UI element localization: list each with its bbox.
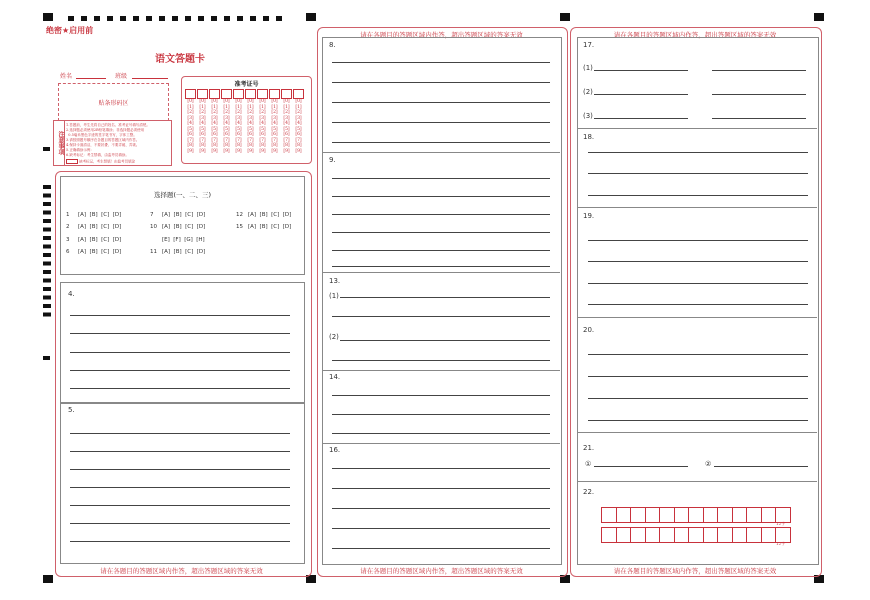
q13-part1: (1) <box>329 292 339 300</box>
col2-inner <box>322 37 562 565</box>
q8-number: 8. <box>329 41 336 49</box>
answer-line[interactable] <box>332 508 550 509</box>
digit-col <box>209 89 220 154</box>
answer-line[interactable] <box>588 420 808 421</box>
side-mark <box>43 147 50 151</box>
answer-line[interactable] <box>594 466 688 467</box>
q19-number: 19. <box>583 212 595 220</box>
mc-item-options[interactable]: [E] [F] [G] [H] <box>162 237 205 243</box>
answer-line[interactable] <box>594 94 688 95</box>
digit-options[interactable]: [0] [1] [2] [3] [4] [5] [6] [7] [8] [9] <box>247 99 254 154</box>
class-line <box>132 78 168 79</box>
answer-line[interactable] <box>70 388 290 389</box>
answer-line[interactable] <box>332 468 550 469</box>
absent-mark <box>66 159 135 165</box>
exam-id-label: 准考证号 <box>234 81 259 88</box>
barcode-area <box>58 83 169 121</box>
answer-line[interactable] <box>712 70 806 71</box>
mc-item-options[interactable]: [A] [B] [C] [D] <box>162 224 206 230</box>
digit-options[interactable]: [0] [1] [2] [3] [4] [5] [6] [7] [8] [9] <box>271 99 278 154</box>
q13-number: 13. <box>329 277 341 285</box>
answer-line[interactable] <box>332 178 550 179</box>
warning-footer-1: 请在各题目的答题区域内作答，超出答题区域的答案无效 <box>100 567 263 575</box>
digit-options[interactable]: [0] [1] [2] [3] [4] [5] [6] [7] [8] [9] <box>295 99 302 154</box>
answer-line[interactable] <box>332 62 550 63</box>
answer-line[interactable] <box>70 315 290 316</box>
mc-item[interactable] <box>236 212 291 218</box>
answer-line[interactable] <box>70 469 290 470</box>
answer-line[interactable] <box>332 142 550 143</box>
answer-line[interactable] <box>332 250 550 251</box>
digit-col <box>245 89 256 154</box>
notes-lines: 1.答题前，考生先将自己的姓名、准考证号填写清楚。 2.选择题必须使用2B铅笔填涂；非选择题必须使用 0.5毫米黑色字迹的签字笔书写，字体工整。 3.请按照题号顺序在各题目的答题区域内作答。 4.保持卡面清洁，不要折叠、不要弄破、弄皱。 5.正确填涂示例： 6.缺考标记：考生禁填，由监考员填涂。 <box>66 123 150 157</box>
answer-line[interactable] <box>712 94 806 95</box>
answer-line[interactable] <box>340 297 550 298</box>
name-label: 姓名 <box>60 73 73 80</box>
secret-label: 绝密★启用前 <box>46 26 94 35</box>
answer-line[interactable] <box>70 505 290 506</box>
q4-number: 4. <box>68 290 75 298</box>
answer-line[interactable] <box>588 354 808 355</box>
q17-part1: (1) <box>583 64 593 72</box>
composition-grid-row[interactable] <box>602 527 791 543</box>
divider <box>322 370 560 371</box>
digit-col <box>185 89 196 154</box>
exam-id-box <box>181 76 312 164</box>
mc-item-number: 12 <box>236 212 243 218</box>
answer-line[interactable] <box>712 118 806 119</box>
answer-line[interactable] <box>588 283 808 284</box>
answer-line[interactable] <box>340 340 550 341</box>
mc-item[interactable] <box>66 224 121 230</box>
digit-col <box>197 89 208 154</box>
digit-col <box>221 89 232 154</box>
mc-item-options[interactable]: [A] [B] [C] [D] <box>78 249 122 255</box>
mc-item[interactable] <box>150 224 205 230</box>
q13-part2: (2) <box>329 333 339 341</box>
barcode-label: 贴条形码区 <box>98 100 129 107</box>
mc-item[interactable] <box>236 224 291 230</box>
mc-item[interactable] <box>150 212 205 218</box>
name-line <box>76 78 106 79</box>
mc-item[interactable] <box>66 212 121 218</box>
warning-header-3: 请在各题目的答题区域内作答，超出答题区域的答案无效 <box>613 31 777 39</box>
q5-number: 5. <box>68 406 75 414</box>
answer-line[interactable] <box>332 548 550 549</box>
page-title: 语文答题卡 <box>155 54 205 65</box>
warning-footer-2: 请在各题目的答题区域内作答，超出答题区域的答案无效 <box>360 567 523 575</box>
answer-line[interactable] <box>70 433 290 434</box>
digit-options[interactable]: [0] [1] [2] [3] [4] [5] [6] [7] [8] [9] <box>199 99 206 154</box>
digit-options[interactable]: [0] [1] [2] [3] [4] [5] [6] [7] [8] [9] <box>187 99 194 154</box>
q20-number: 20. <box>583 326 595 334</box>
answer-line[interactable] <box>70 487 290 488</box>
mc-item-number: 10 <box>150 224 157 230</box>
mc-item-number: 2 <box>66 224 70 230</box>
divider <box>577 207 817 208</box>
divider <box>322 152 560 153</box>
grid-count-2: 12字 <box>776 541 786 546</box>
q18-number: 18. <box>583 133 595 141</box>
answer-line[interactable] <box>594 118 688 119</box>
answer-line[interactable] <box>594 70 688 71</box>
answer-line[interactable] <box>332 488 550 489</box>
class-label: 班级 <box>115 73 128 80</box>
warning-header-2: 请在各题目的答题区域内作答，超出答题区域的答案无效 <box>360 31 523 39</box>
digit-col <box>269 89 280 154</box>
corner-mark <box>814 13 824 21</box>
q22-number: 22. <box>583 488 595 496</box>
answer-line[interactable] <box>588 173 808 174</box>
answer-line[interactable] <box>588 195 808 196</box>
digit-col <box>233 89 244 154</box>
timing-marks-top <box>68 16 288 21</box>
answer-line[interactable] <box>588 152 808 153</box>
mc-item[interactable] <box>150 249 205 255</box>
digit-col <box>293 89 304 154</box>
exam-id-grid <box>182 89 311 154</box>
answer-line[interactable] <box>332 214 550 215</box>
side-mark <box>43 356 50 360</box>
answer-line[interactable] <box>332 433 550 434</box>
digit-options[interactable]: [0] [1] [2] [3] [4] [5] [6] [7] [8] [9] <box>223 99 230 154</box>
answer-line[interactable] <box>332 316 550 317</box>
answer-line[interactable] <box>588 304 808 305</box>
q21-part1: ① <box>585 460 592 468</box>
q5-box <box>60 402 305 564</box>
answer-line[interactable] <box>70 451 290 452</box>
q21-part2: ② <box>705 460 712 468</box>
answer-line[interactable] <box>70 541 290 542</box>
mc-title: 选择题(一、二、三) <box>153 191 212 199</box>
digit-options[interactable]: [0] [1] [2] [3] [4] [5] [6] [7] [8] [9] <box>211 99 218 154</box>
mc-item-number: 3 <box>66 237 70 243</box>
answer-line[interactable] <box>714 466 808 467</box>
timing-marks-left <box>43 185 51 320</box>
q17-part3: (3) <box>583 112 593 120</box>
absent-box <box>66 159 78 164</box>
digit-col <box>281 89 292 154</box>
q21-number: 21. <box>583 444 595 452</box>
q14-number: 14. <box>329 373 341 381</box>
answer-line[interactable] <box>70 370 290 371</box>
answer-line[interactable] <box>332 102 550 103</box>
digit-options[interactable]: [0] [1] [2] [3] [4] [5] [6] [7] [8] [9] <box>259 99 266 154</box>
notes-box <box>53 120 172 166</box>
notes-title: 注意事项 <box>54 121 65 165</box>
warning-footer-3: 请在各题目的答题区域内作答，超出答题区域的答案无效 <box>613 567 777 575</box>
mc-item-number: 15 <box>236 224 243 230</box>
digit-options[interactable]: [0] [1] [2] [3] [4] [5] [6] [7] [8] [9] <box>283 99 290 154</box>
absent-label: 缺考标记，考生禁填！由监考员填涂 <box>79 159 136 163</box>
mc-item-options[interactable]: [A] [B] [C] [D] <box>162 212 206 218</box>
mc-item-options[interactable]: [A] [B] [C] [D] <box>162 249 206 255</box>
answer-line[interactable] <box>70 352 290 353</box>
mc-item[interactable] <box>150 237 205 243</box>
grid-count-1: 12字 <box>776 521 786 526</box>
answer-line[interactable] <box>332 232 550 233</box>
answer-line[interactable] <box>332 122 550 123</box>
mc-item-options[interactable]: [A] [B] [C] [D] <box>78 237 122 243</box>
answer-line[interactable] <box>70 523 290 524</box>
answer-line[interactable] <box>332 196 550 197</box>
mc-item-number: 7 <box>150 212 154 218</box>
q17-number: 17. <box>583 41 595 49</box>
corner-mark <box>43 13 53 21</box>
answer-line[interactable] <box>70 333 290 334</box>
q17-part2: (2) <box>583 88 593 96</box>
answer-line[interactable] <box>332 395 550 396</box>
mc-item-options[interactable]: [A] [B] [C] [D] <box>248 224 292 230</box>
corner-mark <box>306 13 316 21</box>
mc-item-number: 11 <box>150 249 157 255</box>
mc-item[interactable] <box>66 249 121 255</box>
mc-item-options[interactable]: [A] [B] [C] [D] <box>78 212 122 218</box>
divider <box>577 481 817 482</box>
answer-line[interactable] <box>588 261 808 262</box>
mc-item-options[interactable]: [A] [B] [C] [D] <box>78 224 122 230</box>
q9-number: 9. <box>329 156 336 164</box>
divider <box>577 317 817 318</box>
answer-line[interactable] <box>588 398 808 399</box>
answer-line[interactable] <box>588 240 808 241</box>
mc-item-number: 1 <box>66 212 70 218</box>
answer-line[interactable] <box>332 360 550 361</box>
divider <box>322 443 560 444</box>
q16-number: 16. <box>329 446 341 454</box>
answer-line[interactable] <box>332 266 550 267</box>
digit-col <box>257 89 268 154</box>
answer-line[interactable] <box>332 528 550 529</box>
mc-item-options[interactable]: [A] [B] [C] [D] <box>248 212 292 218</box>
answer-line[interactable] <box>332 414 550 415</box>
col3-inner <box>577 37 819 565</box>
q4-box <box>60 282 305 404</box>
digit-options[interactable]: [0] [1] [2] [3] [4] [5] [6] [7] [8] [9] <box>235 99 242 154</box>
divider <box>577 432 817 433</box>
corner-mark <box>43 575 53 583</box>
mc-item[interactable] <box>66 237 121 243</box>
composition-grid-row[interactable] <box>602 507 791 523</box>
corner-mark <box>560 13 570 21</box>
mc-item-number: 6 <box>66 249 70 255</box>
answer-line[interactable] <box>332 82 550 83</box>
answer-line[interactable] <box>588 376 808 377</box>
divider <box>577 128 817 129</box>
divider <box>322 272 560 273</box>
